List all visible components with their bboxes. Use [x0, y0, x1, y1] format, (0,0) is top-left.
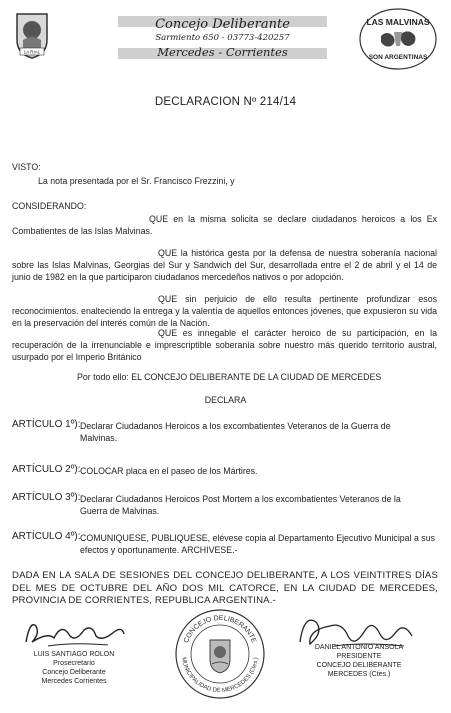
article-1-label: ARTÍCULO 1º):	[12, 419, 81, 430]
article-1-text: Declarar Ciudadanos Heroicos a los excombatientes Veteranos de la Guerra de Malvinas.	[80, 421, 391, 443]
article-4-label: ARTÍCULO 4º):	[12, 531, 81, 542]
visto-label: VISTO:	[12, 162, 41, 172]
logo-left-text: LA RIAL	[23, 49, 41, 55]
left-signer-role: Prosecretario	[53, 660, 95, 667]
por-todo-ello: Por todo ello: EL CONCEJO DELIBERANTE DE LA CIUDAD DE MERCEDES	[77, 372, 382, 382]
closing-statement: DADA EN LA SALA DE SESIONES DEL CONCEJO DELIBERANTE, A LOS VEINTITRES DÍAS DEL MES DE OCTUBRE DEL AÑO DOS MIL CATORCE, EN LA CIUDAD DE MERCEDES, PROVINCIA DE CORRIENTES, REPUBLICA ARGENTINA.-	[12, 570, 438, 606]
article-3-text: Declarar Ciudadanos Heroicos Post Mortem a los excombatientes Veteranos de la Guerra de Malvinas.	[80, 494, 401, 516]
considerando-paragraph: QUE sin perjuicio de ello resulta pertinente profundizar esos reconocimientos. enalteciendo la entrega y la valentía de aquellos entonces jóvenes, que expusieron su vida en la preservación del interés común de la Nación.	[12, 294, 437, 328]
seal-bottom-text: MUNICIPALIDAD DE MERCEDES (Ctes.)	[180, 656, 260, 695]
declaration-title: DECLARACION Nº 214/14	[154, 96, 297, 108]
considerando-paragraph: QUE es innegable el carácter heroico de su participación, en la recuperación de la irrenunciable e imprescriptible soberanía sobre nuestro más querido territorio austral, usurpado por el Imperio Británico	[12, 328, 437, 362]
letterhead-address: Sarmiento 650 - 03773-420257	[155, 33, 290, 43]
right-signer-org: CONCEJO DELIBERANTE	[316, 662, 402, 669]
considerando-paragraph: QUE en la misma solicita se declare ciudadanos heroicos a los Ex Combatientes de las Islas Malvinas.	[12, 214, 437, 236]
malvinas-logo	[357, 6, 439, 72]
right-signer-role: PRESIDENTE	[336, 653, 382, 660]
municipal-crest-logo	[12, 10, 52, 60]
official-seal	[172, 606, 268, 702]
considerando-paragraph: QUE la histórica gesta por la defensa de nuestra soberanía nacional sobre las Islas Malvinas, Georgias del Sur y Sandwich del Sur, desarrollada entre el 2 de abril y el 14 de junio de 1982 en la que participaron ciudadanos mercedeños nativos o por adopción.	[12, 248, 437, 282]
left-signer-city: Mercedes Corrientes	[41, 678, 107, 685]
article-2-label: ARTÍCULO 2º):	[12, 464, 81, 475]
logo-right-bottom-text: SON ARGENTINAS	[368, 54, 428, 61]
right-signer-city: MERCEDES (Ctes.)	[327, 671, 391, 678]
letterhead	[118, 14, 327, 63]
seal-top-text: CONCEJO DELIBERANTE	[183, 614, 257, 645]
logo-right-top-text: LAS MALVINAS	[366, 17, 430, 27]
declara-heading: DECLARA	[204, 395, 247, 405]
right-signer-name: DANIEL ANTONIO ANSOLA	[314, 644, 404, 651]
letterhead-city: Mercedes - Corrientes	[157, 45, 288, 59]
left-signer-name: LUIS SANTIAGO ROLON	[33, 651, 115, 658]
visto-text: La nota presentada por el Sr. Francisco Frezzini, y	[38, 176, 235, 186]
article-2-text: COLOCAR placa en el paseo de los Mártires.	[80, 466, 258, 476]
left-handwritten-signature	[18, 612, 128, 652]
article-4-text: COMUNIQUESE, PUBLIQUESE, elévese copia al Departamento Ejecutivo Municipal a sus efectos y oportunamente. ARCHIVESE.-	[80, 533, 435, 555]
letterhead-title: Concejo Deliberante	[155, 17, 290, 32]
article-3-label: ARTÍCULO 3º):	[12, 492, 81, 503]
left-signer-org: Concejo Deliberante	[42, 669, 106, 676]
considerando-label: CONSIDERANDO:	[12, 201, 87, 211]
